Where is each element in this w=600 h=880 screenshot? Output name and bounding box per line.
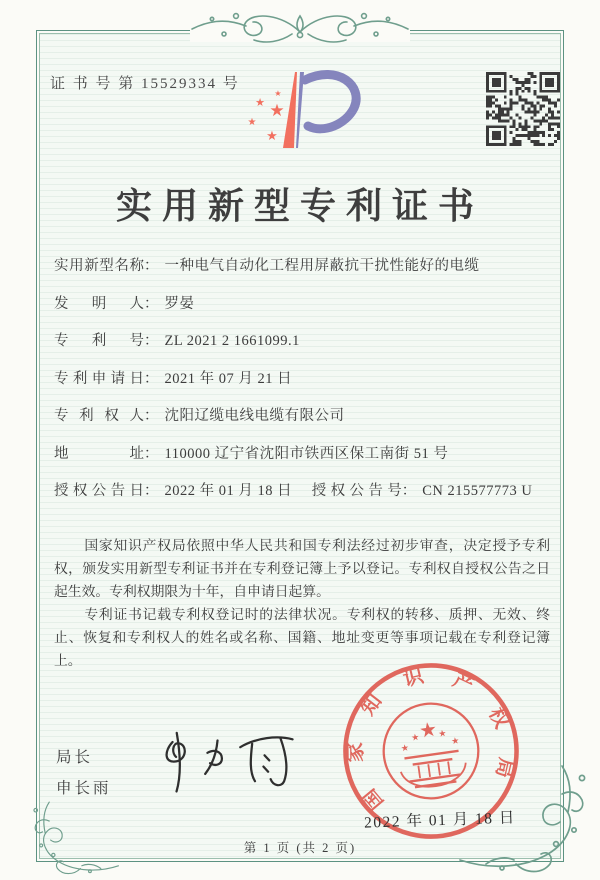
svg-text:★: ★ (255, 96, 265, 109)
svg-text:★: ★ (450, 736, 461, 748)
legal-paragraph-2: 专利证书记载专利权登记时的法律状况。专利权的转移、质押、无效、终止、恢复和专利权人的姓名或名称、国籍、地址变更等事项记载在专利登记簿上。 (54, 607, 550, 668)
top-scroll-ornament (148, 4, 452, 54)
field-utility-model-name: 实用新型名称： 一种电气自动化工程用屏蔽抗干扰性能好的电缆 (54, 258, 480, 274)
field-inventor: 发明人： 罗晏 (54, 295, 195, 312)
svg-text:★: ★ (247, 117, 257, 128)
legal-paragraph-1: 国家知识产权局依照中华人民共和国专利法经过初步审查，决定授予专利权，颁发实用新型专利证书并在专利登记簿上予以登记。专利权自授权公告之日起生效。专利权期限为十年，自申请日起算。 (54, 538, 550, 599)
signer-block (56, 742, 112, 804)
signer-name: 申长雨 (56, 780, 112, 797)
svg-text:★: ★ (269, 101, 285, 121)
field-filing-date: 专利申请日： 2021 年 07 月 21 日 (54, 370, 293, 387)
field-patentee: 专利权人： 沈阳辽缆电线电缆有限公司 (54, 408, 345, 424)
svg-text:★: ★ (437, 728, 448, 741)
svg-text:★: ★ (417, 716, 439, 743)
svg-text:★: ★ (400, 743, 410, 755)
svg-text:★: ★ (266, 129, 278, 144)
field-patent-number: 专利号： ZL 2021 2 1661099.1 (54, 333, 300, 349)
signer-title: 局长 (56, 749, 94, 766)
field-address: 地址： 110000 辽宁省沈阳市铁西区保工南街 51 号 (54, 445, 449, 462)
handwritten-signature (152, 728, 310, 794)
svg-text:★: ★ (410, 732, 421, 744)
svg-text:★: ★ (274, 89, 282, 98)
qr-code (486, 72, 560, 146)
field-list (54, 254, 552, 517)
seal-ring-text: 国家知识产权局 (344, 664, 518, 814)
cnipa-logo-icon (226, 66, 374, 176)
certificate-title: 实用新型专利证书 (115, 186, 484, 226)
certificate-number: 证 书 号 第 15529334 号 (50, 76, 240, 92)
legal-text (54, 534, 550, 672)
field-grant-row: 授权公告日： 2022 年 01 月 18 日 授权公告号： CN 215577773 U (54, 483, 533, 499)
seal-date: 2022 年 01 月 18 日 (363, 809, 517, 832)
page-number: 第 1 页 (共 2 页) (243, 841, 357, 855)
